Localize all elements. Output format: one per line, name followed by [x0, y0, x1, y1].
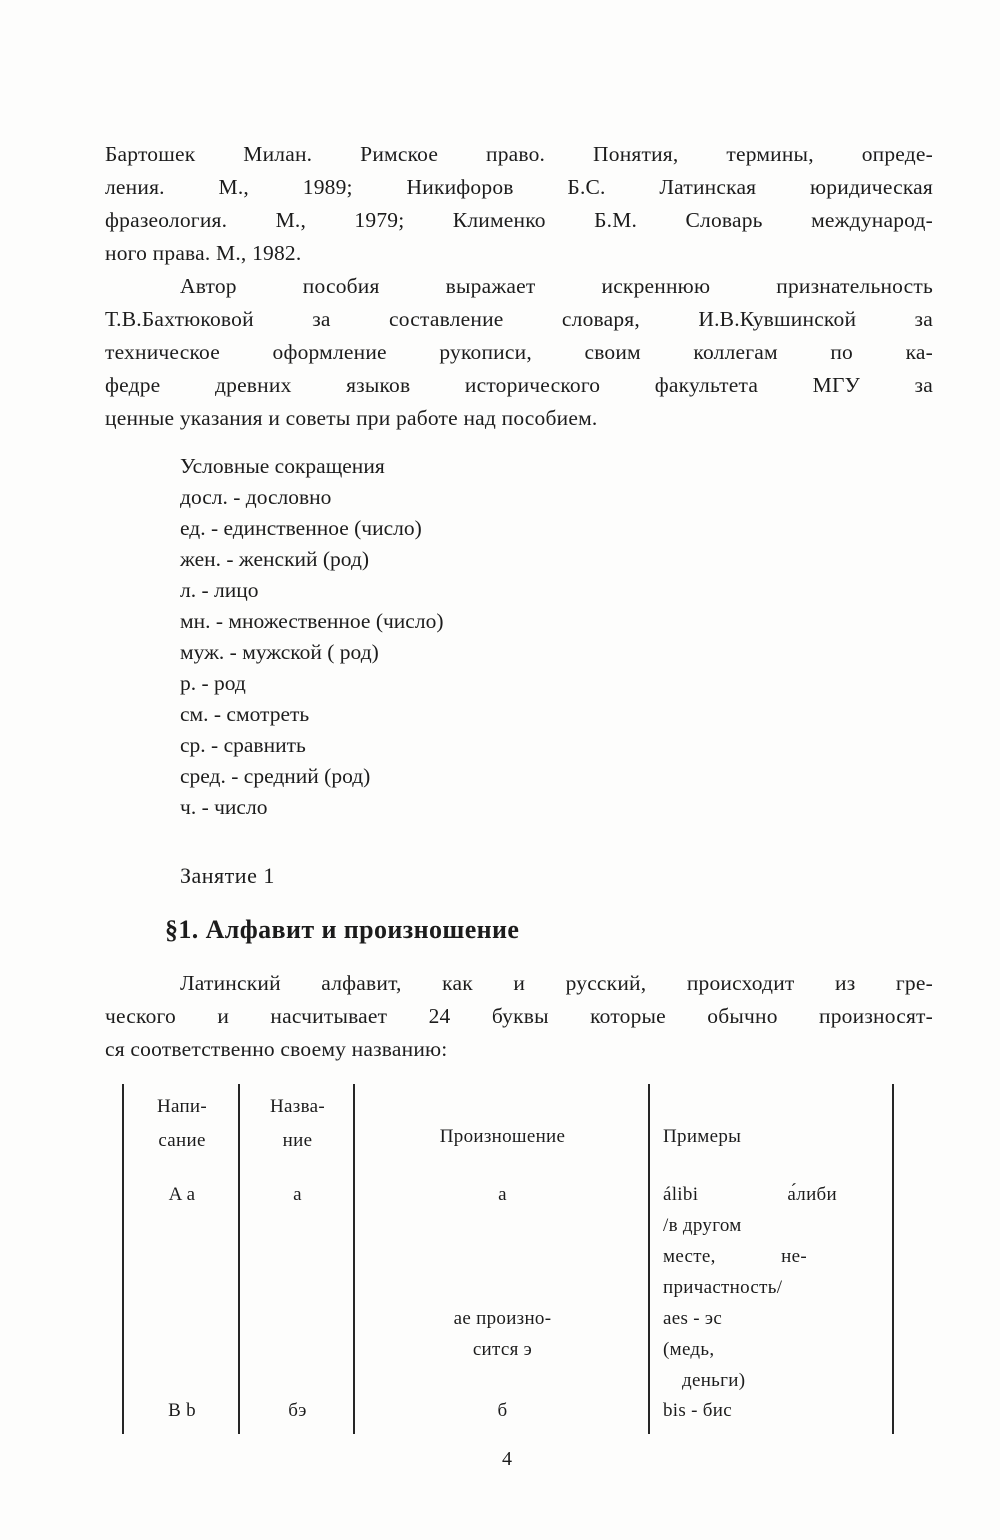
table-cell-name: бэ [288, 1400, 307, 1421]
table-cell-pronunciation-note: сится э [472, 1339, 533, 1360]
column-header: Произношение [439, 1126, 566, 1147]
table-cell-pronunciation-note: ae произно- [453, 1308, 552, 1329]
text-line: ценные указания и советы при работе над пособием. [105, 406, 598, 430]
column-header: Напи- [156, 1096, 208, 1117]
text-line: ческого и насчитывает 24 буквы которые обычно произносят- [105, 1004, 933, 1028]
section-heading: §1. Алфавит и произношение [165, 915, 520, 944]
text-line: техническое оформление рукописи, своим коллегам по ка- [105, 340, 933, 364]
alphabet-table [122, 1084, 892, 1434]
table-cell-example [650, 1184, 892, 1206]
table-cell-letter: A a [168, 1184, 196, 1205]
intro-paragraph [105, 967, 933, 1066]
example-latin-word: álibi [663, 1184, 699, 1205]
column-header: ние [282, 1130, 313, 1151]
lesson-label: Занятие 1 [180, 863, 275, 888]
abbreviation-item: жен. - женский (род) [180, 547, 370, 571]
text-line: ного права. М., 1982. [105, 241, 302, 265]
text-line: Т.В.Бахтюковой за составление словаря, И.В.Кувшинской за [105, 307, 933, 331]
text-line: ления. М., 1989; Никифоров Б.С. Латинская юридическая [105, 175, 933, 199]
abbreviation-item: ср. - сравнить [180, 733, 306, 757]
table-column-writing [122, 1084, 240, 1434]
column-header: Примеры [663, 1126, 742, 1147]
table-cell-example: (медь, [663, 1339, 715, 1360]
example-translation: а́либи [787, 1184, 837, 1205]
example-gloss-word: месте, [663, 1246, 716, 1267]
text-line: Латинский алфавит, как и русский, происходит из гре- [180, 971, 933, 995]
text-line: Бартошек Милан. Римское право. Понятия, термины, опреде- [105, 142, 933, 166]
text-line: ся соответственно своему названию: [105, 1037, 448, 1061]
abbreviation-item: см. - смотреть [180, 702, 310, 726]
table-cell-example: деньги) [682, 1370, 746, 1391]
column-header: Назва- [270, 1096, 325, 1117]
table-column-pronunciation [353, 1084, 650, 1434]
table-column-name [238, 1084, 355, 1434]
acknowledgment-paragraph [105, 270, 933, 435]
page-number: 4 [502, 1448, 512, 1470]
text-line: Автор пособия выражает искреннюю признательность [180, 274, 933, 298]
text-line: фразеология. М., 1979; Клименко Б.М. Словарь международ- [105, 208, 933, 232]
abbreviation-item: досл. - дословно [180, 485, 332, 509]
table-cell-example: причастность/ [663, 1277, 783, 1298]
abbreviation-item: ед. - единственное (число) [180, 516, 422, 540]
abbreviation-item: ч. - число [180, 795, 268, 819]
table-cell-name: a [293, 1184, 302, 1205]
abbreviation-item: л. - лицо [180, 578, 259, 602]
abbreviation-item: муж. - мужской ( род) [180, 640, 379, 664]
abbreviations-section [180, 451, 933, 823]
table-column-examples [648, 1084, 894, 1434]
table-cell-example: /в другом [663, 1215, 742, 1236]
table-cell-letter: B b [168, 1400, 196, 1421]
abbreviation-item: мн. - множественное (число) [180, 609, 444, 633]
table-cell-pronunciation: б [497, 1400, 508, 1421]
abbreviation-item: р. - род [180, 671, 246, 695]
example-gloss-word: не- [781, 1246, 807, 1267]
table-cell-example: bis - бис [663, 1400, 732, 1421]
text-line: федре древних языков исторического факультета МГУ за [105, 373, 933, 397]
table-cell-pronunciation: a [498, 1184, 507, 1205]
bibliography-paragraph [105, 138, 933, 270]
column-header: сание [158, 1130, 206, 1151]
table-cell-example [650, 1246, 892, 1268]
abbreviation-item: сред. - средний (род) [180, 764, 371, 788]
table-cell-example: aes - эс [663, 1308, 723, 1329]
abbreviations-title: Условные сокращения [180, 454, 385, 478]
